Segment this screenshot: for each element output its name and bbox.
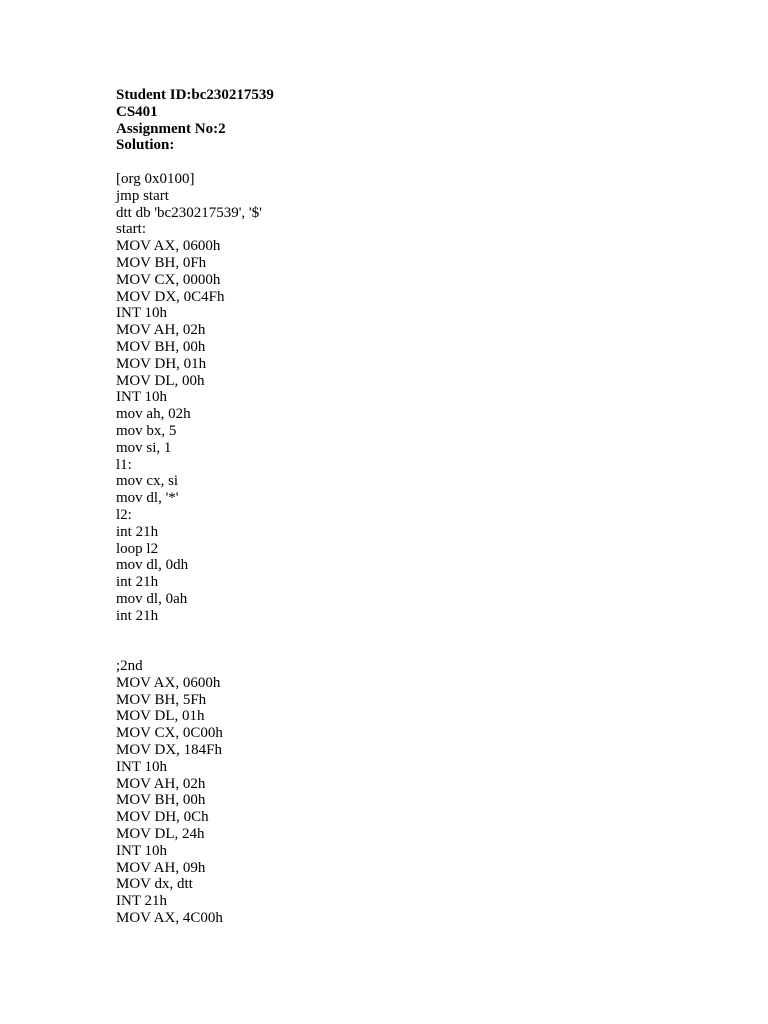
code-line: jmp start (116, 187, 169, 204)
code-line: MOV BH, 0Fh (116, 254, 207, 271)
code-line: mov dl, '*' (116, 490, 179, 507)
code-line: mov dl, 0dh (116, 557, 189, 574)
code-line: INT 10h (116, 305, 167, 322)
spacer (116, 154, 676, 171)
solution-heading: Solution: (116, 137, 175, 154)
assignment-heading: Assignment No:2 (116, 120, 226, 137)
code-line: MOV DH, 01h (116, 355, 207, 372)
code-line: dtt db 'bc230217539', '$' (116, 204, 262, 221)
code-line: int 21h (116, 574, 159, 591)
code-line: INT 10h (116, 758, 167, 775)
code-line: MOV BH, 00h (116, 792, 206, 809)
code-line: MOV AH, 02h (116, 322, 206, 339)
code-comment-line: ;2nd (116, 658, 143, 675)
code-line: MOV DX, 0C4Fh (116, 288, 225, 305)
code-line: MOV DL, 01h (116, 708, 205, 725)
code-line: start: (116, 221, 146, 238)
code-line: INT 21h (116, 893, 167, 910)
code-line: MOV DX, 184Fh (116, 742, 222, 759)
code-line: mov bx, 5 (116, 422, 177, 439)
code-line: MOV DL, 00h (116, 372, 205, 389)
code-line: MOV AX, 0600h (116, 674, 221, 691)
code-line: MOV CX, 0000h (116, 271, 221, 288)
spacer (116, 625, 676, 659)
code-line: int 21h (116, 523, 159, 540)
code-line: l1: (116, 456, 132, 473)
course-heading: CS401 (116, 103, 158, 120)
code-line: MOV dx, dtt (116, 876, 193, 893)
code-line: mov si, 1 (116, 439, 172, 456)
code-line: MOV AH, 09h (116, 859, 206, 876)
code-line: mov dl, 0ah (116, 590, 188, 607)
code-line: MOV CX, 0C00h (116, 725, 223, 742)
code-line: mov ah, 02h (116, 406, 191, 423)
code-line: MOV DH, 0Ch (116, 809, 209, 826)
code-line: MOV BH, 00h (116, 338, 206, 355)
code-line: MOV BH, 5Fh (116, 691, 207, 708)
code-line: MOV AH, 02h (116, 775, 206, 792)
code-line: [org 0x0100] (116, 170, 195, 187)
code-line: INT 10h (116, 842, 167, 859)
code-block-part2 (116, 658, 676, 927)
document-page (116, 87, 676, 927)
code-line: MOV AX, 4C00h (116, 910, 223, 927)
code-line: mov cx, si (116, 473, 179, 490)
code-line: loop l2 (116, 540, 159, 557)
code-line: l2: (116, 506, 132, 523)
student-id-heading: Student ID:bc230217539 (116, 87, 274, 103)
code-line: int 21h (116, 607, 159, 624)
code-block-part1 (116, 171, 676, 625)
code-line: MOV DL, 24h (116, 826, 205, 843)
code-line: INT 10h (116, 389, 167, 406)
code-line: MOV AX, 0600h (116, 238, 221, 255)
